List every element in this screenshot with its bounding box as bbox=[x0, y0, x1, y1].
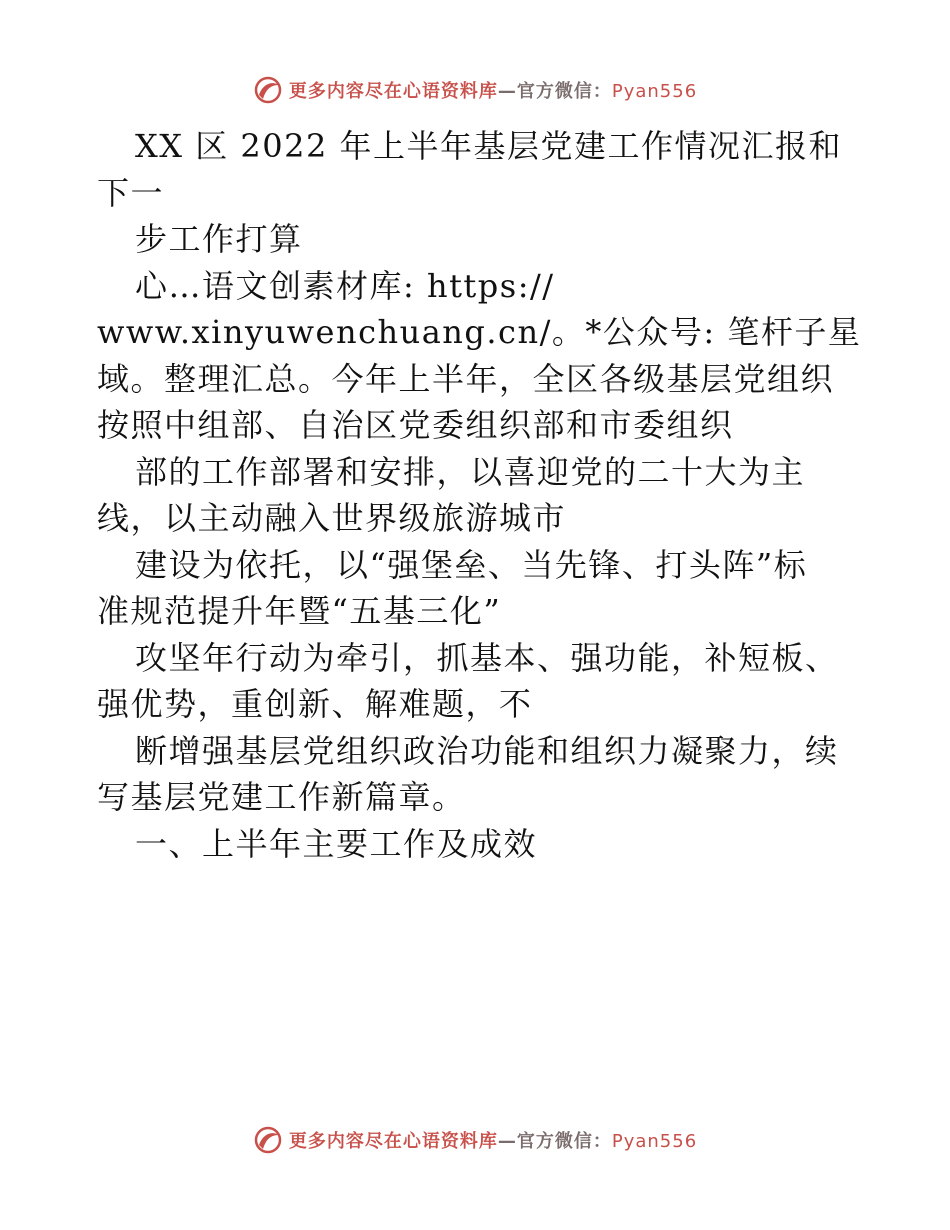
paragraph-line: 强优势，重创新、解难题，不 bbox=[97, 685, 533, 723]
paragraph-line: 建设为依托，以“强堡垒、当先锋、打头阵”标 bbox=[135, 545, 808, 584]
title-line-1: XX 区 2022 年上半年基层党建工作情况汇报和 bbox=[135, 127, 843, 165]
header-banner-separator: — bbox=[497, 81, 517, 102]
paragraph-line: 断增强基层党组织政治功能和组织力凝聚力，续 bbox=[135, 731, 839, 770]
footer-banner bbox=[0, 1120, 950, 1160]
red-ribbon-logo-icon bbox=[253, 1125, 283, 1155]
title-line-3: 步工作打算 bbox=[135, 220, 303, 258]
footer-banner-main-text: 更多内容尽在心语资料库 bbox=[288, 1131, 498, 1152]
paragraph-line: 域。整理汇总。今年上半年，全区各级基层党组织 bbox=[97, 359, 835, 398]
section-heading: 一、上半年主要工作及成效 bbox=[135, 824, 538, 863]
header-banner-wechat-id: Pyan556 bbox=[611, 81, 698, 102]
document-body bbox=[97, 123, 862, 867]
header-banner-wechat-label: 官方微信： bbox=[516, 81, 612, 102]
paragraph-line: 心…语文创素材库: https:// bbox=[135, 266, 555, 305]
paragraph-line: 按照中组部、自治区党委组织部和市委组织 bbox=[97, 406, 734, 444]
paragraph-line: 写基层党建工作新篇章。 bbox=[97, 778, 466, 816]
paragraph-line: 准规范提升年暨“五基三化” bbox=[97, 592, 502, 630]
title-line-2: 下一 bbox=[97, 173, 165, 212]
footer-banner-wechat-label: 官方微信： bbox=[516, 1131, 612, 1152]
paragraph-line: 攻坚年行动为牵引，抓基本、强功能，补短板、 bbox=[135, 638, 839, 677]
footer-banner-separator: — bbox=[497, 1131, 517, 1152]
paragraph-line: www.xinyuwenchuang.cn/。*公众号: 笔杆子星 bbox=[97, 313, 862, 351]
paragraph-line: 部的工作部署和安排，以喜迎党的二十大为主 bbox=[135, 452, 806, 491]
header-banner-main-text: 更多内容尽在心语资料库 bbox=[288, 81, 498, 102]
footer-banner-wechat-id: Pyan556 bbox=[611, 1131, 698, 1152]
header-banner bbox=[0, 70, 950, 110]
red-ribbon-logo-icon bbox=[253, 75, 283, 105]
paragraph-line: 线，以主动融入世界级旅游城市 bbox=[97, 499, 567, 537]
